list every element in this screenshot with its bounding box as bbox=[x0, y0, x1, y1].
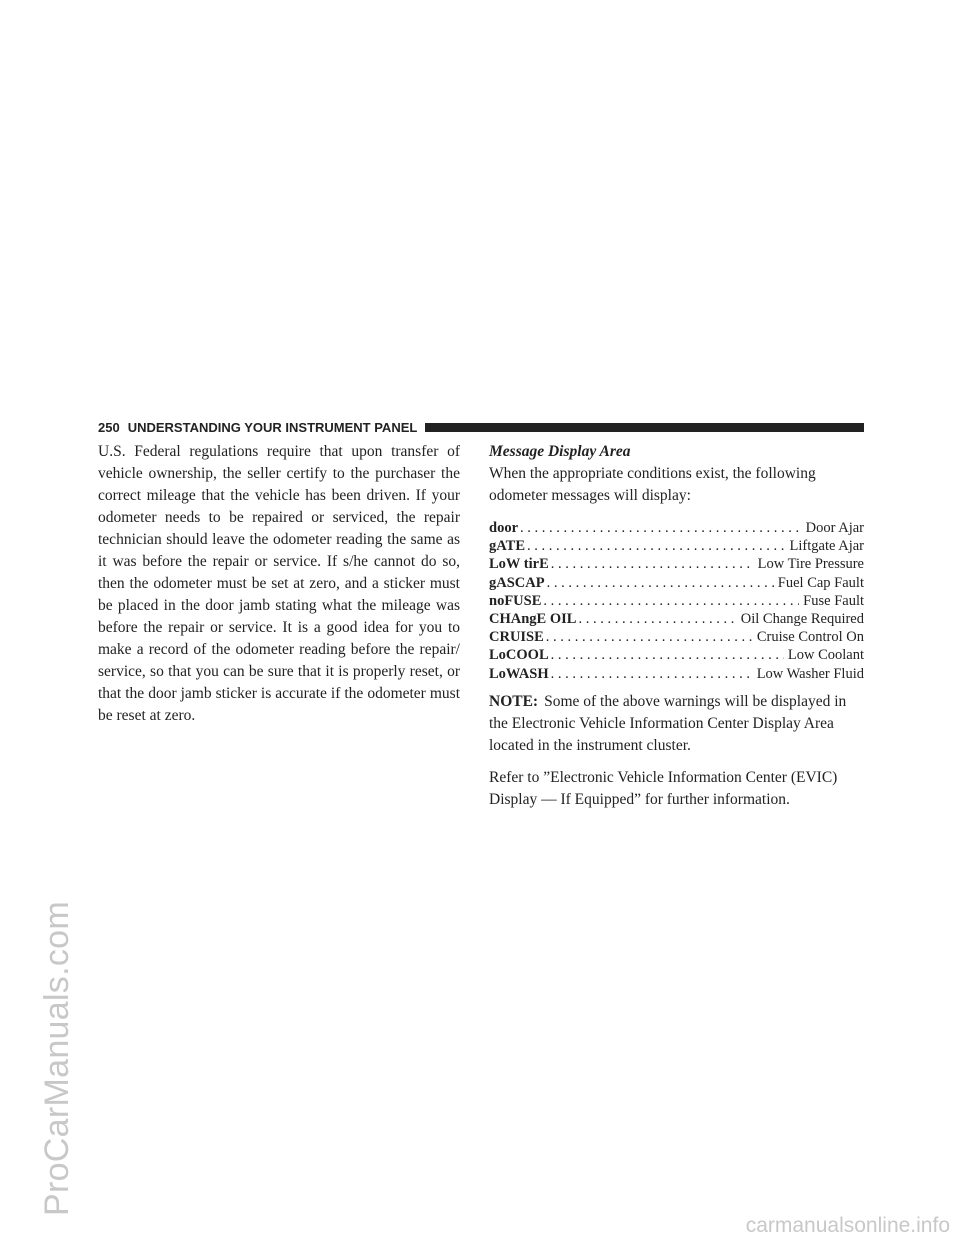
message-code: CRUISE bbox=[489, 629, 544, 646]
note-paragraph bbox=[489, 691, 864, 757]
list-item bbox=[489, 665, 864, 683]
leader-dots bbox=[520, 519, 802, 537]
leader-dots bbox=[551, 665, 753, 683]
page-number: 250 bbox=[98, 419, 120, 435]
list-item bbox=[489, 646, 864, 664]
message-code: LoCOOL bbox=[489, 647, 549, 664]
note-text: Some of the above warnings will be displayed in the Electronic Vehicle Information Center Display Area located in the instrument cluster. bbox=[489, 692, 847, 754]
message-intro: When the appropriate conditions exist, the following odometer messages will display: bbox=[489, 465, 816, 504]
message-description: Fuel Cap Fault bbox=[777, 574, 864, 591]
message-code: LoW tirE bbox=[489, 556, 549, 573]
message-description: Door Ajar bbox=[805, 520, 864, 536]
list-item bbox=[489, 610, 864, 628]
list-item bbox=[489, 555, 864, 573]
leader-dots bbox=[543, 592, 799, 610]
footer-watermark: carmanualsonline.info bbox=[745, 1214, 950, 1237]
leader-dots bbox=[527, 537, 786, 555]
section-title: UNDERSTANDING YOUR INSTRUMENT PANEL bbox=[127, 419, 418, 435]
left-column bbox=[98, 441, 460, 727]
message-code: gATE bbox=[489, 538, 525, 555]
leader-dots bbox=[547, 574, 774, 592]
leader-dots bbox=[578, 610, 736, 628]
message-display-heading: Message Display Area bbox=[489, 443, 631, 460]
side-watermark: ProCarManuals.com bbox=[38, 901, 76, 1216]
message-code: gASCAP bbox=[489, 574, 545, 591]
message-code: CHAngE OIL bbox=[489, 610, 577, 627]
list-item bbox=[489, 537, 864, 555]
odometer-paragraph: U.S. Federal regulations require that upon transfer of vehicle ownership, the seller certify to the purchaser the correct mileage that the vehicle has been driven. If your odometer needs to be repaired or serviced, the repair technician should leave the odometer reading the same as it was before the repair or service. If s/he cannot do so, then the odometer must be set at zero, and a sticker must be placed in the door jamb stating what the mileage was before the repair or service. It is a good idea for you to make a record of the odometer reading before the repair/ service, so that you can be sure that it is properly reset, or that the door jamb sticker is accurate if the odometer must be reset at zero. bbox=[98, 443, 460, 724]
message-description: Liftgate Ajar bbox=[789, 538, 864, 555]
message-description: Cruise Control On bbox=[756, 629, 864, 646]
refer-paragraph: Refer to ”Electronic Vehicle Information Center (EVIC) Display — If Equipped” for further information. bbox=[489, 768, 838, 808]
list-item bbox=[489, 628, 864, 646]
message-list bbox=[489, 519, 864, 683]
list-item bbox=[489, 592, 864, 610]
list-item bbox=[489, 519, 864, 537]
message-description: Oil Change Required bbox=[740, 610, 864, 627]
leader-dots bbox=[551, 646, 784, 664]
list-item bbox=[489, 574, 864, 592]
right-column bbox=[489, 441, 864, 811]
note-label: NOTE: bbox=[489, 692, 539, 710]
leader-dots bbox=[546, 628, 753, 646]
header-rule bbox=[425, 423, 864, 432]
message-description: Fuse Fault bbox=[803, 592, 864, 609]
message-code: door bbox=[489, 520, 518, 536]
message-description: Low Washer Fluid bbox=[756, 665, 864, 682]
message-description: Low Coolant bbox=[787, 647, 864, 664]
page-header bbox=[98, 418, 864, 436]
message-code: noFUSE bbox=[489, 592, 542, 609]
leader-dots bbox=[551, 555, 754, 573]
message-description: Low Tire Pressure bbox=[757, 556, 864, 573]
message-code: LoWASH bbox=[489, 665, 549, 682]
